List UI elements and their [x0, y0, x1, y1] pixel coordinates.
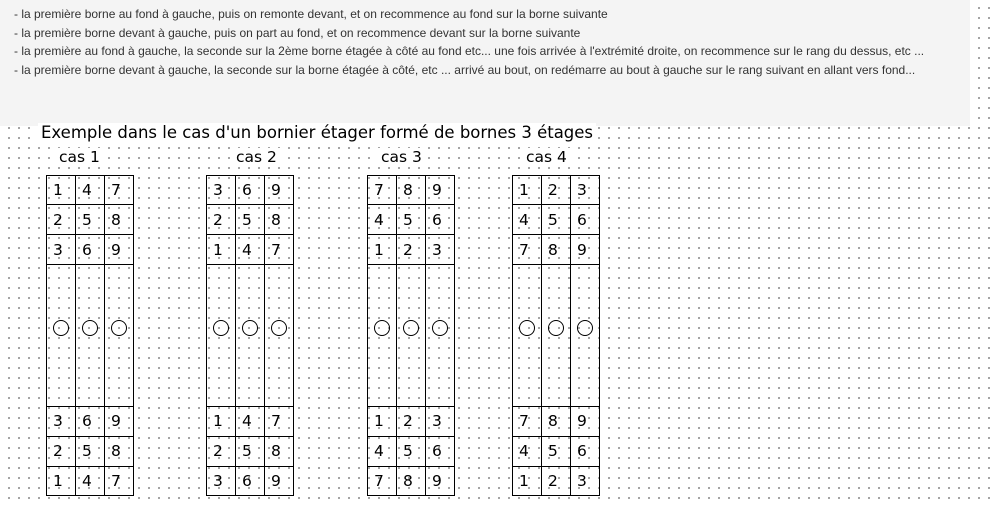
- screw-circle-icon: [82, 320, 98, 336]
- case-label: cas 2: [233, 148, 280, 166]
- terminal-number: 8: [542, 236, 570, 265]
- note-line: - la première borne devant à gauche, la seconde sur la borne étagée à côté, etc ... arrivé au bout, on redémarre au bout à gauche sur le rang suivant en allant vers fond...: [14, 62, 916, 77]
- terminal-number: 1: [513, 176, 541, 205]
- terminal-block: [46, 175, 136, 496]
- terminal-number: 9: [571, 406, 599, 435]
- screw-circle-icon: [577, 320, 593, 336]
- terminal-number: 7: [513, 236, 541, 265]
- terminal-number: 8: [105, 206, 133, 235]
- terminal-number: 8: [397, 176, 425, 205]
- terminal-column: [206, 175, 236, 496]
- terminal-number: 5: [236, 206, 264, 235]
- terminal-number: 8: [105, 436, 133, 465]
- note-line: - la première borne au fond à gauche, puis on remonte devant, et on recommence au fond sur la borne suivante: [14, 7, 608, 21]
- terminal-column: [570, 175, 600, 496]
- screw-circle-icon: [403, 320, 419, 336]
- terminal-number: 1: [207, 406, 235, 435]
- terminal-number: 2: [542, 466, 570, 495]
- terminal-number: 7: [368, 466, 396, 495]
- screw-circle-icon: [213, 320, 229, 336]
- terminal-number: 6: [236, 466, 264, 495]
- terminal-number: 8: [265, 436, 293, 465]
- screw-circle-icon: [111, 320, 127, 336]
- terminal-column: [264, 175, 294, 496]
- terminal-number: 1: [47, 466, 75, 495]
- terminal-number: 8: [542, 406, 570, 435]
- terminal-number: 1: [368, 406, 396, 435]
- terminal-number: 7: [105, 466, 133, 495]
- terminal-number: 6: [426, 436, 454, 465]
- terminal-column: [104, 175, 134, 496]
- terminal-number: 4: [76, 176, 104, 205]
- terminal-column: [541, 175, 571, 496]
- screw-circle-icon: [432, 320, 448, 336]
- terminal-block: [206, 175, 296, 496]
- terminal-number: 3: [47, 406, 75, 435]
- terminal-number: 4: [513, 206, 541, 235]
- terminal-number: 4: [76, 466, 104, 495]
- terminal-number: 5: [542, 436, 570, 465]
- screw-circle-icon: [548, 320, 564, 336]
- terminal-number: 6: [236, 176, 264, 205]
- terminal-number: 9: [265, 466, 293, 495]
- terminal-number: 3: [571, 466, 599, 495]
- terminal-column: [367, 175, 397, 496]
- case-label: cas 3: [378, 148, 425, 166]
- terminal-number: 5: [542, 206, 570, 235]
- terminal-number: 2: [207, 436, 235, 465]
- terminal-number: 3: [207, 466, 235, 495]
- screw-circle-icon: [53, 320, 69, 336]
- terminal-number: 2: [47, 436, 75, 465]
- terminal-number: 2: [207, 206, 235, 235]
- terminal-number: 7: [265, 406, 293, 435]
- terminal-number: 1: [368, 236, 396, 265]
- screw-circle-icon: [519, 320, 535, 336]
- terminal-number: 1: [47, 176, 75, 205]
- terminal-number: 9: [265, 176, 293, 205]
- terminal-number: 8: [265, 206, 293, 235]
- terminal-number: 2: [397, 406, 425, 435]
- terminal-block: [512, 175, 602, 496]
- terminal-number: 1: [207, 236, 235, 265]
- terminal-number: 4: [513, 436, 541, 465]
- terminal-number: 5: [397, 206, 425, 235]
- case-label: cas 4: [523, 148, 570, 166]
- terminal-column: [512, 175, 542, 496]
- terminal-number: 4: [368, 206, 396, 235]
- terminal-number: 9: [105, 406, 133, 435]
- terminal-number: 3: [47, 236, 75, 265]
- terminal-number: 2: [542, 176, 570, 205]
- terminal-number: 9: [426, 176, 454, 205]
- terminal-number: 9: [426, 466, 454, 495]
- terminal-number: 7: [105, 176, 133, 205]
- terminal-column: [235, 175, 265, 496]
- terminal-block: [367, 175, 457, 496]
- terminal-column: [396, 175, 426, 496]
- terminal-column: [425, 175, 455, 496]
- terminal-number: 3: [207, 176, 235, 205]
- terminal-number: 4: [236, 406, 264, 435]
- terminal-number: 6: [76, 236, 104, 265]
- terminal-number: 6: [426, 206, 454, 235]
- diagram-title: Exemple dans le cas d'un bornier étager formé de bornes 3 étages: [38, 123, 596, 142]
- terminal-number: 3: [426, 236, 454, 265]
- terminal-column: [46, 175, 76, 496]
- terminal-number: 2: [47, 206, 75, 235]
- terminal-number: 7: [265, 236, 293, 265]
- terminal-number: 4: [368, 436, 396, 465]
- terminal-number: 8: [397, 466, 425, 495]
- terminal-number: 6: [571, 206, 599, 235]
- terminal-number: 5: [236, 436, 264, 465]
- screw-circle-icon: [374, 320, 390, 336]
- terminal-number: 3: [571, 176, 599, 205]
- terminal-number: 7: [368, 176, 396, 205]
- terminal-number: 7: [513, 406, 541, 435]
- notes-panel: [0, 0, 970, 126]
- terminal-number: 6: [76, 406, 104, 435]
- terminal-number: 3: [426, 406, 454, 435]
- terminal-number: 6: [571, 436, 599, 465]
- note-line: - la première borne devant à gauche, puis on part au fond, et on recommence devant sur la borne suivante: [14, 25, 581, 40]
- terminal-number: 1: [513, 466, 541, 495]
- terminal-number: 5: [76, 436, 104, 465]
- terminal-number: 5: [76, 206, 104, 235]
- case-label: cas 1: [56, 148, 103, 166]
- terminal-column: [75, 175, 105, 496]
- terminal-number: 4: [236, 236, 264, 265]
- terminal-number: 9: [571, 236, 599, 265]
- note-line: - la première au fond à gauche, la seconde sur la 2ème borne étagée à côté au fond etc... une fois arrivée à l'extrémité droite, on recommence sur le rang du dessus, etc ...: [14, 44, 925, 58]
- terminal-number: 9: [105, 236, 133, 265]
- screw-circle-icon: [271, 320, 287, 336]
- screw-circle-icon: [242, 320, 258, 336]
- terminal-number: 5: [397, 436, 425, 465]
- terminal-number: 2: [397, 236, 425, 265]
